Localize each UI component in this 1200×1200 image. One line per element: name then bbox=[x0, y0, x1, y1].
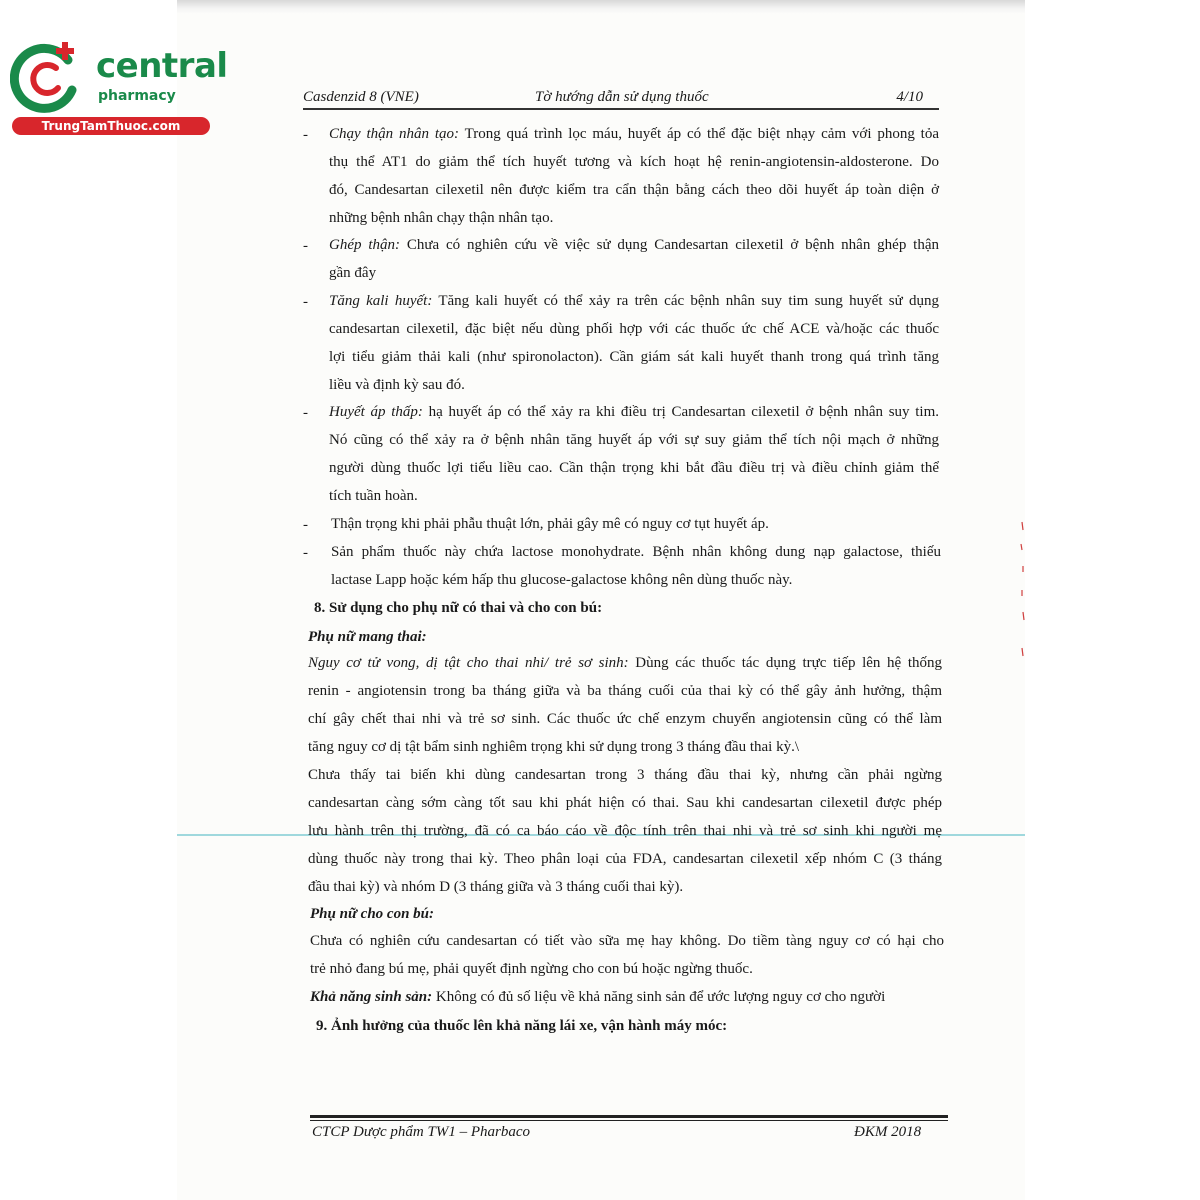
list-item: Huyết áp thấp: hạ huyết áp có thể xảy ra khi điều trị Candesartan cilexetil ở bệnh nhân suy tim. Nó cũng có thể xảy ra ở bệnh nhân tăng huyết áp với sự suy giảm thể tích nội mạch ở những người dùng thuốc lợi tiểu liều cao. Cần thận trọng khi bắt đầu điều trị và điều chỉnh giảm thể tích tuần hoàn. bbox=[329, 404, 939, 504]
breastfeeding-subheading: Phụ nữ cho con bú: bbox=[310, 906, 435, 922]
footer-code: ĐKM 2018 bbox=[854, 1124, 922, 1140]
footer-rule bbox=[310, 1115, 948, 1118]
margin-marks bbox=[1018, 520, 1028, 660]
bullet-dash: - bbox=[303, 238, 308, 254]
logo-mark-icon bbox=[10, 38, 90, 118]
list-item: Tăng kali huyết: Tăng kali huyết có thể xảy ra trên các bệnh nhân suy tim sung huyết sử dụng candesartan cilexetil, đặc biệt nếu dùng phối hợp với các thuốc ức chế ACE và/hoặc các thuốc lợi tiểu giảm thải kali (như spironolacton). Cần giám sát kali huyết thanh trong quá trình tăng liều và định kỳ sau đó. bbox=[329, 293, 939, 393]
logo-sub-text: pharmacy bbox=[98, 88, 176, 104]
list-item: Thận trọng khi phải phẫu thuật lớn, phải gây mê có nguy cơ tụt huyết áp. bbox=[331, 516, 769, 532]
footer-company: CTCP Dược phẩm TW1 – Pharbaco bbox=[312, 1124, 530, 1140]
product-name: Casdenzid 8 (VNE) bbox=[303, 89, 419, 105]
bullet-dash: - bbox=[303, 517, 308, 533]
page-number: 4/10 bbox=[896, 89, 923, 105]
list-item: Ghép thận: Chưa có nghiên cứu về việc sử dụng Candesartan cilexetil ở bệnh nhân ghép thận gần đây bbox=[329, 237, 939, 281]
fertility-paragraph: Khả năng sinh sản: Không có đủ số liệu về khả năng sinh sản để ước lượng nguy cơ cho người bbox=[310, 989, 886, 1005]
bullet-dash: - bbox=[303, 294, 308, 310]
document-title: Tờ hướng dẫn sử dụng thuốc bbox=[535, 89, 709, 105]
bullet-dash: - bbox=[303, 127, 308, 143]
logo-brand-text: central bbox=[96, 46, 228, 86]
bullet-dash: - bbox=[303, 545, 308, 561]
list-item: Chạy thận nhân tạo: Trong quá trình lọc máu, huyết áp có thể đặc biệt nhạy cảm với phong tỏa thụ thể AT1 do giảm thể tích huyết tương và kích hoạt hệ renin-angiotensin-aldosterone. Do đó, Candesartan cilexetil nên được kiểm tra cẩn thận bằng cách theo dõi huyết áp toàn diện ở những bệnh nhân chạy thận nhân tạo. bbox=[329, 126, 939, 226]
section-9-heading: 9. Ảnh hưởng của thuốc lên khả năng lái xe, vận hành máy móc: bbox=[316, 1018, 728, 1034]
list-item: Sản phẩm thuốc này chứa lactose monohydrate. Bệnh nhân không dung nạp galactose, thiếu lactase Lapp hoặc kém hấp thu glucose-galactose không nên dùng thuốc này. bbox=[331, 544, 941, 588]
pregnant-women-subheading: Phụ nữ mang thai: bbox=[308, 629, 427, 645]
footer-rule-thin bbox=[310, 1120, 948, 1121]
page-header bbox=[303, 86, 939, 110]
pregnancy-paragraph: Chưa thấy tai biến khi dùng candesartan trong 3 tháng đầu thai kỳ, nhưng cần phải ngừng candesartan càng sớm càng tốt sau khi phát hiện có thai. Sau khi candesartan cilexetil được phép lưu hành trên thị trường, đã có ca báo cáo về độc tính trên thai nhi và trẻ sơ sinh khi người mẹ dùng thuốc này trong thai kỳ. Theo phân loại của FDA, candesartan cilexetil xếp nhóm C (3 tháng đầu thai kỳ) và nhóm D (3 tháng giữa và 3 tháng cuối thai kỳ). bbox=[308, 767, 942, 895]
section-8-heading: 8. Sử dụng cho phụ nữ có thai và cho con bú: bbox=[314, 600, 603, 616]
logo-url-badge[interactable]: TrungTamThuoc.com bbox=[12, 117, 210, 135]
breastfeeding-paragraph: Chưa có nghiên cứu candesartan có tiết vào sữa mẹ hay không. Do tiềm tàng nguy cơ có hại cho trẻ nhỏ đang bú mẹ, phải quyết định ngừng cho con bú hoặc ngừng thuốc. bbox=[310, 933, 944, 977]
bullet-dash: - bbox=[303, 405, 308, 421]
scan-edge bbox=[177, 0, 1025, 14]
pregnancy-risk-paragraph: Nguy cơ tử vong, dị tật cho thai nhi/ trẻ sơ sinh: Dùng các thuốc tác dụng trực tiếp lên hệ thống renin - angiotensin trong ba tháng giữa và ba tháng cuối của thai kỳ có thể gây ảnh hưởng, thậm chí gây chết thai nhi và trẻ sơ sinh. Các thuốc ức chế enzym chuyển angiotensin cũng có thể làm tăng nguy cơ dị tật bẩm sinh nghiêm trọng khi sử dụng trong 3 tháng đầu thai kỳ.\ bbox=[308, 655, 942, 755]
